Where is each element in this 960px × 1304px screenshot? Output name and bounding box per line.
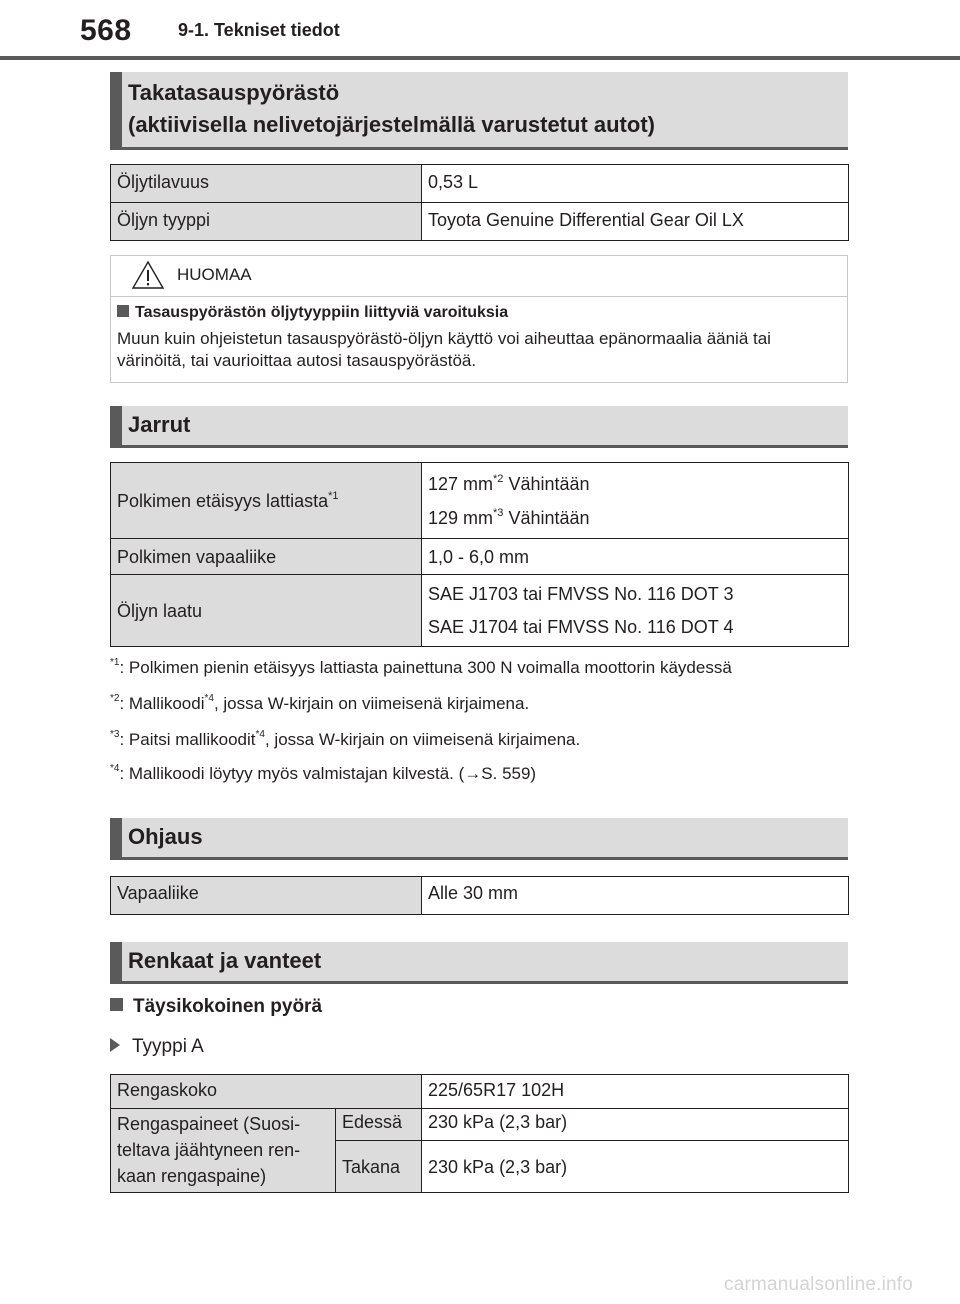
full-size-wheel-subheading (110, 996, 322, 1018)
wheels-heading-text: Renkaat ja vanteet (128, 948, 322, 973)
notice-title: HUOMAA (177, 265, 252, 284)
wheels-heading (110, 942, 848, 984)
footnote-mark: *4 (110, 763, 120, 775)
pedal-distance-value-1 (428, 467, 842, 501)
pedal-distance-value (422, 463, 849, 539)
footnote-mark: *2 (493, 472, 504, 485)
watermark: carmanualsonline.info (724, 1274, 914, 1295)
rear-diff-heading (110, 72, 848, 150)
table-row (111, 575, 849, 647)
front-label: Edessä (336, 1109, 422, 1141)
footnote-mark: *1 (110, 657, 120, 669)
pedal-free-play-label: Polkimen vapaaliike (111, 539, 422, 575)
steering-free-play-value: Alle 30 mm (422, 877, 849, 915)
value-text: 127 mm (428, 473, 494, 494)
brakes-heading-text: Jarrut (128, 412, 191, 437)
footnote-mark: *3 (110, 729, 120, 741)
warning-triangle-icon (131, 260, 165, 290)
triangle-bullet-icon (110, 1038, 120, 1052)
fluid-quality-value-1: SAE J1703 tai FMVSS No. 116 DOT 3 (428, 583, 734, 604)
table-row (111, 463, 849, 539)
footnote-3 (110, 730, 580, 750)
pedal-distance-value-2 (428, 501, 842, 535)
arrow-right-icon: → (464, 764, 482, 783)
tire-table (110, 1074, 849, 1193)
table-row (111, 165, 849, 203)
notice-body: Muun kuin ohjeistetun tasauspyörästö-öljyn käyttö voi aiheuttaa epänormaalia ääniä tai värinöitä, tai vaurioittaa autosi tasauspyörästöä. (117, 329, 771, 370)
footnote-1 (110, 658, 732, 678)
footnote-mark: *2 (110, 693, 120, 705)
oil-capacity-value: 0,53 L (422, 165, 849, 203)
header-rule (0, 56, 960, 60)
notice-subtitle (117, 304, 508, 322)
footnote-mark: *1 (328, 489, 339, 502)
table-row (111, 203, 849, 241)
oil-type-label: Öljyn tyyppi (111, 203, 422, 241)
value-tail: Vähintään (503, 507, 590, 528)
fluid-quality-value-2: SAE J1704 tai FMVSS No. 116 DOT 4 (428, 616, 734, 637)
type-a-text: Tyyppi A (132, 1036, 204, 1057)
table-row (111, 539, 849, 575)
brakes-table (110, 462, 849, 647)
tire-size-value: 225/65R17 102H (422, 1075, 849, 1109)
tire-pressure-label-line1: Rengaspaineet (Suosi- (117, 1114, 301, 1134)
rear-diff-table (110, 164, 849, 241)
rear-diff-heading-line1: Takatasauspyörästö (128, 80, 340, 105)
footnote-4 (110, 764, 536, 784)
rear-diff-heading-line2: (aktiivisella nelivetojärjestelmällä varustetut autot) (128, 112, 655, 137)
page-reference-link[interactable]: S. 559) (481, 764, 537, 783)
value-tail: Vähintään (503, 473, 590, 494)
footnote-text: , jossa W-kirjain on viimeisenä kirjaimena. (213, 694, 530, 713)
fluid-quality-value (422, 575, 849, 647)
footnote-text: : Mallikoodi löytyy myös valmistajan kilvestä. ( (119, 764, 465, 783)
table-row (111, 877, 849, 915)
footnote-text: : Polkimen pienin etäisyys lattiasta painettuna 300 N voimalla moottorin käydessä (119, 658, 732, 677)
square-bullet-icon (110, 998, 123, 1011)
subheading-text: Täysikokoinen pyörä (133, 996, 323, 1017)
footnote-text: : Mallikoodi (119, 694, 205, 713)
steering-heading (110, 818, 848, 860)
page-number: 568 (80, 14, 132, 47)
footnote-2 (110, 694, 529, 714)
tire-size-label: Rengaskoko (111, 1075, 422, 1109)
notice-header (111, 256, 847, 297)
front-pressure-value: 230 kPa (2,3 bar) (422, 1109, 849, 1141)
pedal-distance-label-text: Polkimen etäisyys lattiasta (117, 490, 329, 511)
footnote-text: , jossa W-kirjain on viimeisenä kirjaimena. (264, 730, 581, 749)
tire-pressure-label (111, 1109, 336, 1193)
footnote-mark: *4 (255, 729, 265, 741)
oil-capacity-label: Öljytilavuus (111, 165, 422, 203)
footnote-text: : Paitsi mallikoodit (119, 730, 256, 749)
steering-free-play-label: Vapaaliike (111, 877, 422, 915)
rear-pressure-value: 230 kPa (2,3 bar) (422, 1141, 849, 1193)
type-a-item (110, 1036, 204, 1058)
square-bullet-icon (117, 305, 129, 317)
tire-pressure-label-line2: teltava jäähtyneen ren- (117, 1140, 301, 1160)
tire-pressure-label-line3: kaan rengaspaine) (117, 1166, 267, 1186)
steering-heading-text: Ohjaus (128, 824, 203, 849)
brakes-heading (110, 406, 848, 448)
table-row (111, 1109, 849, 1141)
fluid-quality-label: Öljyn laatu (111, 575, 422, 647)
value-text: 129 mm (428, 507, 494, 528)
footnote-mark: *4 (204, 693, 214, 705)
pedal-free-play-value: 1,0 - 6,0 mm (422, 539, 849, 575)
rear-label: Takana (336, 1141, 422, 1193)
notice-box (110, 255, 848, 383)
table-row (111, 1075, 849, 1109)
footnote-mark: *3 (493, 506, 504, 519)
oil-type-value: Toyota Genuine Differential Gear Oil LX (422, 203, 849, 241)
notice-subtitle-text: Tasauspyörästön öljytyyppiin liittyviä varoituksia (135, 304, 509, 321)
steering-table (110, 876, 849, 915)
pedal-distance-label (111, 463, 422, 539)
section-title: 9-1. Tekniset tiedot (178, 20, 340, 40)
